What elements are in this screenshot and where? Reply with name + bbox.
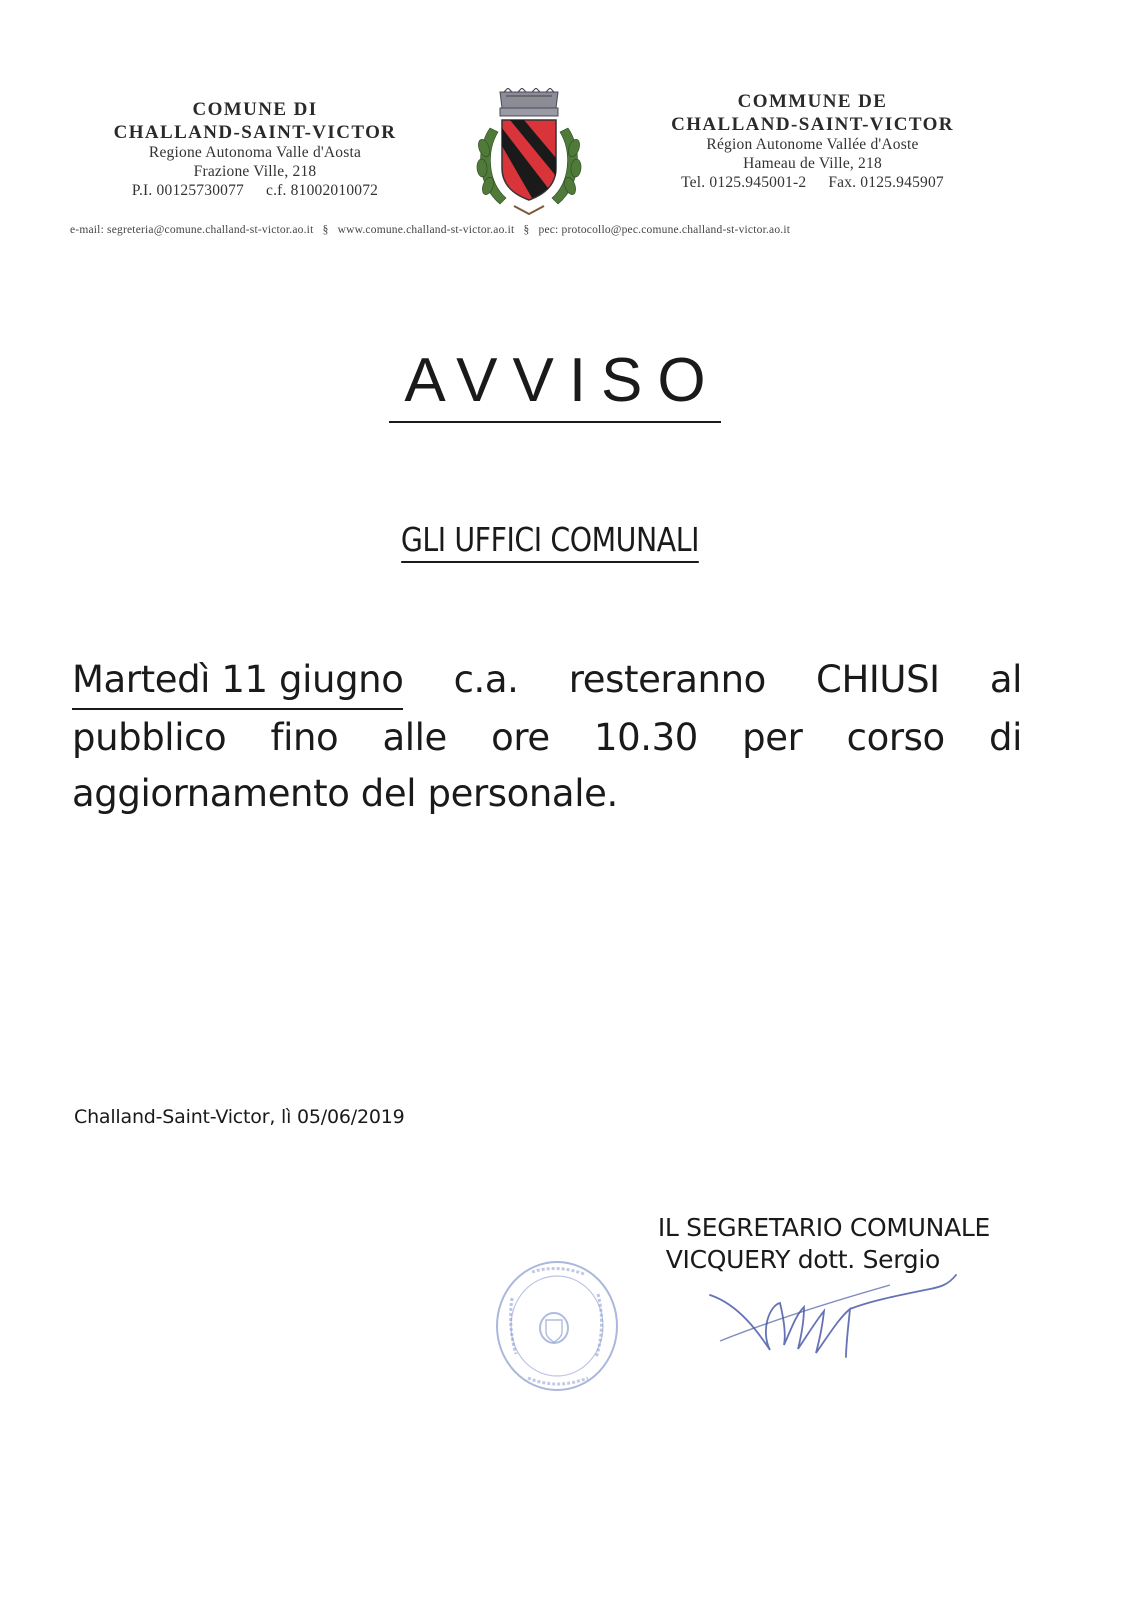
notice-title <box>345 345 765 416</box>
body-line-2 <box>72 710 1022 766</box>
signatory-role: IL SEGRETARIO COMUNALE <box>657 1213 990 1242</box>
shield-icon <box>502 120 556 200</box>
body-word: ore <box>491 716 550 759</box>
signatory-name: VICQUERY dott. Sergio <box>665 1245 940 1274</box>
body-word: c.a. <box>453 658 519 701</box>
body-word: fino <box>270 716 339 759</box>
fax: Fax. 0125.945907 <box>828 174 944 192</box>
body-word: alle <box>382 716 447 759</box>
municipality-title-it: COMUNE DI <box>192 99 318 120</box>
body-word: corso <box>846 716 945 759</box>
vat-number: P.I. 00125730077 <box>131 182 244 200</box>
notice-subtitle-text: GLI UFFICI COMUNALI <box>401 520 699 563</box>
notice-subtitle <box>318 520 782 559</box>
website-link[interactable]: www.comune.challand-st-victor.ao.it <box>337 224 515 236</box>
body-word: resteranno <box>568 658 766 701</box>
header-right <box>650 90 975 193</box>
telephone: Tel. 0125.945001-2 <box>681 174 807 192</box>
municipality-name-it: CHALLAND-SAINT-VICTOR <box>113 122 397 144</box>
separator: § <box>322 224 329 236</box>
region-fr: Région Autonome Vallée d'Aoste <box>706 136 919 154</box>
municipality-title-fr: COMMUNE DE <box>737 91 888 112</box>
municipality-name-fr: CHALLAND-SAINT-VICTOR <box>671 114 954 136</box>
address-it: Frazione Ville, 218 <box>193 163 317 181</box>
ribbon-icon <box>514 206 544 214</box>
coat-of-arms-icon <box>470 88 588 220</box>
closure-date: Martedì 11 giugno <box>72 652 403 710</box>
notice-body <box>72 652 1022 822</box>
place-and-date: Challand-Saint-Victor, lì 05/06/2019 <box>74 1106 405 1128</box>
official-stamp-icon <box>492 1258 622 1394</box>
body-word: di <box>989 716 1022 759</box>
body-word-time: 10.30 <box>594 716 698 759</box>
pec-address[interactable]: pec: protocollo@pec.comune.challand-st-victor.ao.it <box>538 224 791 236</box>
separator: § <box>523 224 530 236</box>
region-it: Regione Autonoma Valle d'Aosta <box>148 144 362 162</box>
body-line-3-text: aggiornamento del personale. <box>72 772 618 815</box>
body-line-3 <box>72 766 1022 822</box>
email-address[interactable]: e-mail: segreteria@comune.challand-st-victor.ao.it <box>70 224 314 236</box>
body-word-closed: CHIUSI <box>816 658 940 701</box>
notice-title-text: AVVISO <box>389 346 720 423</box>
fiscal-code: c.f. 81002010072 <box>266 182 379 200</box>
body-word: per <box>742 716 803 759</box>
phone-fax <box>650 174 975 193</box>
body-line-1 <box>72 652 1022 710</box>
header-left <box>85 98 425 201</box>
body-word: al <box>989 658 1022 701</box>
tax-codes <box>85 182 425 201</box>
signatory-block <box>560 1212 990 1276</box>
contact-line <box>70 224 990 236</box>
address-fr: Hameau de Ville, 218 <box>743 155 882 173</box>
body-word: pubblico <box>72 716 227 759</box>
crown-icon <box>500 88 558 116</box>
